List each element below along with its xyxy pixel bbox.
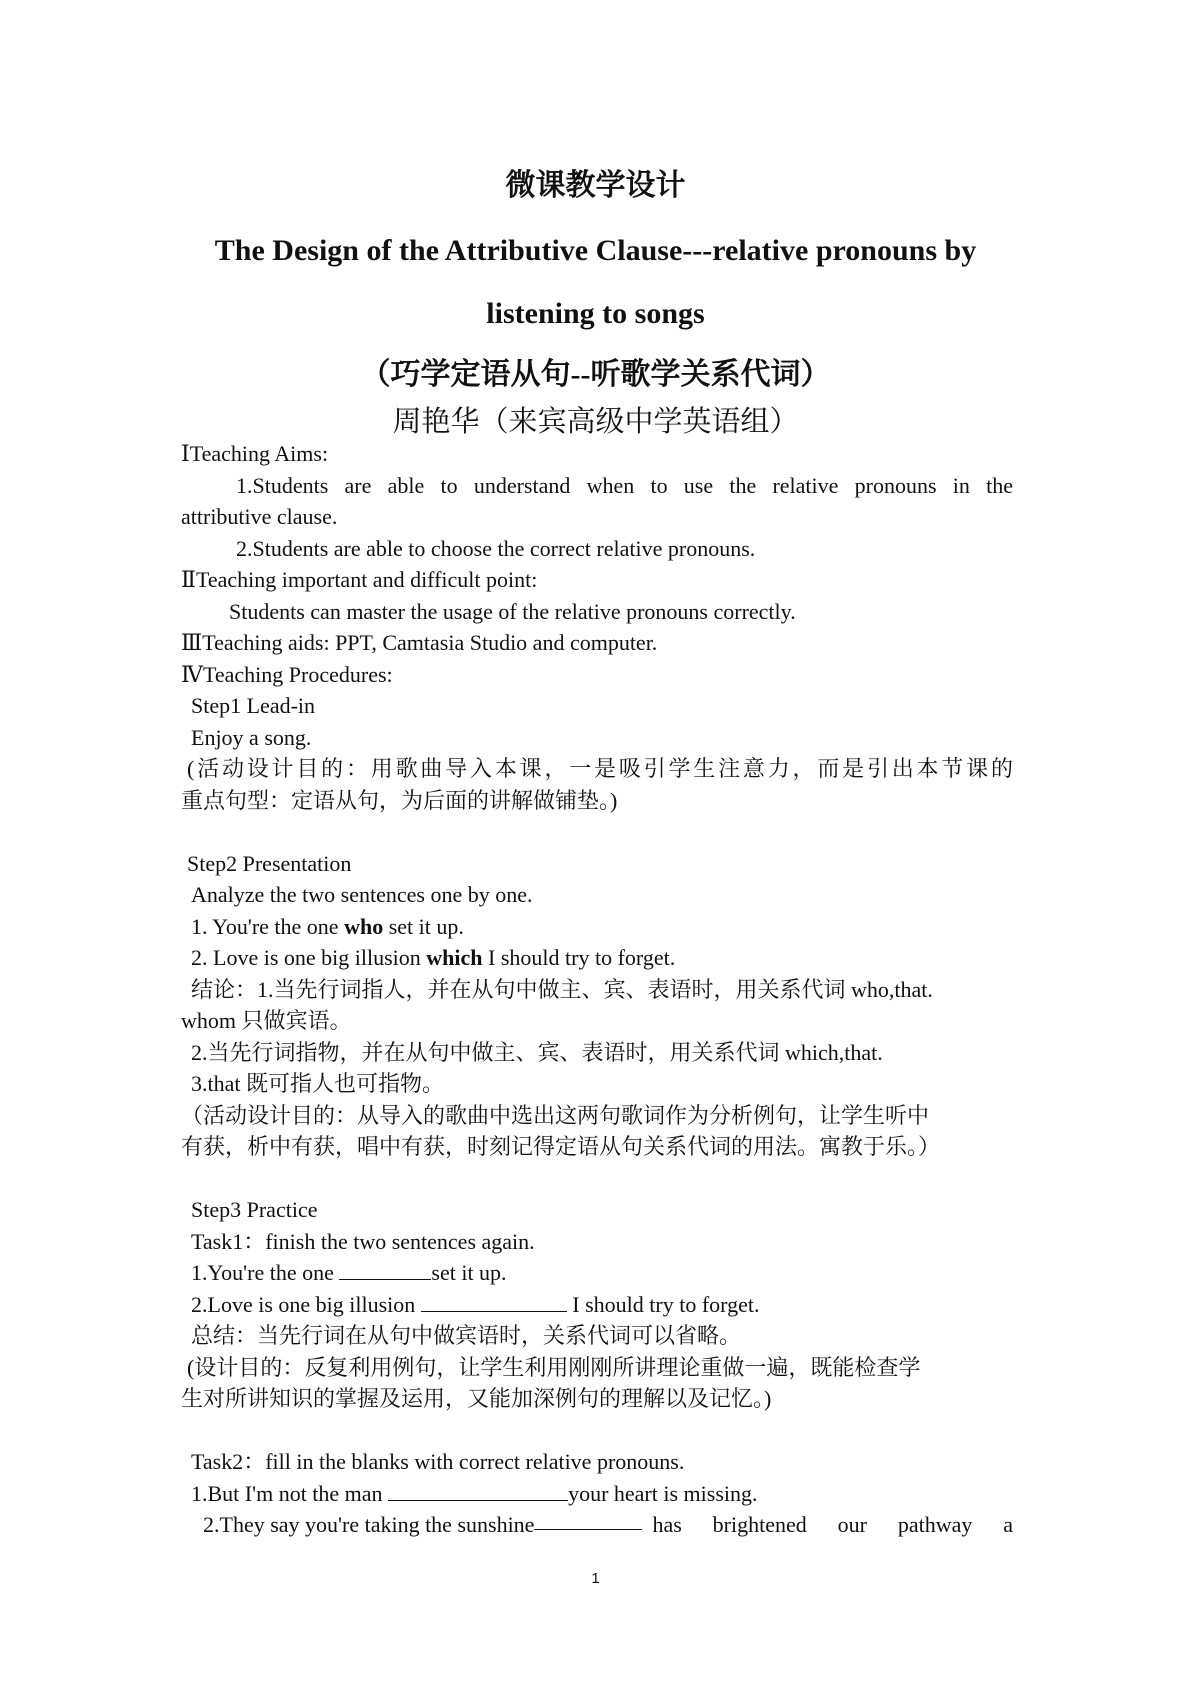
conclusion1-line1: 结论：1.当先行词指人，并在从句中做主、宾、表语时，用关系代词 who,that. bbox=[191, 976, 933, 1002]
aims-item2: 2.Students are able to choose the correct relative pronouns. bbox=[236, 535, 756, 561]
aims-item1-line1 bbox=[181, 470, 1013, 502]
aims-heading: ⅠTeaching Aims: bbox=[181, 441, 329, 466]
conclusion3: 3.that 既可指人也可指物。 bbox=[191, 1071, 444, 1096]
step2-text: Analyze the two sentences one by one. bbox=[191, 882, 533, 907]
step3-note-line1: (设计目的：反复利用例句，让学生利用刚刚所讲理论重做一遍，既能检查学 bbox=[187, 1354, 921, 1380]
document-body bbox=[181, 438, 1013, 1541]
sentence-text: 2.Love is one big illusion bbox=[191, 1291, 421, 1317]
sentence-text: 1. You're the one bbox=[191, 913, 345, 939]
answer-blank[interactable] bbox=[339, 1259, 431, 1280]
title-english-line2: listening to songs bbox=[486, 297, 705, 330]
aids-text: ⅢTeaching aids: PPT, Camtasia Studio and computer. bbox=[181, 630, 658, 655]
page-number: 1 bbox=[591, 1570, 600, 1587]
spacer bbox=[181, 1415, 1013, 1447]
step1-note-text: (活动设计目的：用歌曲导入本课，一是吸引学生注意力，而是引出本节课的 bbox=[187, 756, 1013, 781]
step3-title: Step3 Practice bbox=[191, 1197, 318, 1222]
task1-sentence1 bbox=[181, 1257, 1013, 1289]
aims-item1-line2: attributive clause. bbox=[181, 504, 338, 529]
points-heading: ⅡTeaching important and difficult point: bbox=[181, 567, 538, 592]
sentence-text: 2. Love is one big illusion bbox=[191, 945, 427, 970]
step2-sentence2 bbox=[181, 942, 1013, 974]
subtitle-chinese: （巧学定语从句--听歌学关系代词） bbox=[360, 358, 831, 391]
task1-sentence2 bbox=[181, 1289, 1013, 1321]
spacer bbox=[181, 1163, 1013, 1195]
task1-summary: 总结：当先行词在从句中做宾语时，关系代词可以省略。 bbox=[191, 1323, 742, 1348]
sentence-text: your heart is missing. bbox=[568, 1480, 758, 1506]
title-chinese: 微课教学设计 bbox=[505, 169, 686, 202]
sentence-text: I should try to forget. bbox=[482, 945, 676, 970]
sentence-text-group bbox=[203, 1509, 1013, 1541]
relative-pronoun: who bbox=[344, 913, 384, 939]
step3-note-line2: 生对所讲知识的掌握及运用，又能加深例句的理解以及记忆。) bbox=[181, 1386, 772, 1411]
answer-blank[interactable] bbox=[534, 1509, 642, 1530]
step2-note-line2: 有获，析中有获，唱中有获，时刻记得定语从句关系代词的用法。寓教于乐。） bbox=[181, 1134, 941, 1159]
task2-sentence1 bbox=[181, 1478, 1013, 1510]
answer-blank[interactable] bbox=[421, 1291, 567, 1312]
task1-heading: Task1：finish the two sentences again. bbox=[191, 1228, 535, 1254]
sentence-text: 1.But I'm not the man bbox=[191, 1480, 389, 1506]
step1-note-line2: 重点句型：定语从句，为后面的讲解做铺垫。) bbox=[181, 787, 618, 813]
step1-title: Step1 Lead-in bbox=[191, 693, 316, 718]
sentence-text: 1.You're the one bbox=[191, 1260, 340, 1285]
sentence-text: I should try to forget. bbox=[566, 1291, 760, 1317]
step2-sentence1 bbox=[181, 911, 1013, 943]
step2-title: Step2 Presentation bbox=[187, 850, 352, 876]
sentence-text: set it up. bbox=[383, 913, 464, 939]
points-text: Students can master the usage of the relative pronouns correctly. bbox=[229, 598, 796, 624]
sentence-text: set it up. bbox=[431, 1260, 507, 1285]
task2-sentence2 bbox=[181, 1509, 1013, 1541]
relative-pronoun: which bbox=[426, 945, 483, 970]
aims-item1-text: 1.Students are able to understand when to use the relative pronouns in the bbox=[236, 472, 1013, 498]
procedures-heading: ⅣTeaching Procedures: bbox=[181, 661, 393, 687]
sentence-text: 2.They say you're taking the sunshine bbox=[203, 1512, 535, 1537]
step1-text: Enjoy a song. bbox=[191, 724, 312, 750]
task2-heading: Task2：fill in the blanks with correct relative pronouns. bbox=[191, 1449, 685, 1474]
spacer bbox=[181, 816, 1013, 848]
conclusion1-line2: whom 只做宾语。 bbox=[181, 1008, 352, 1033]
step1-note-line1 bbox=[181, 753, 1013, 785]
answer-blank[interactable] bbox=[388, 1480, 568, 1501]
step2-note-line1: （活动设计目的：从导入的歌曲中选出这两句歌词作为分析例句，让学生听中 bbox=[181, 1102, 930, 1128]
title-english-line1: The Design of the Attributive Clause---relative pronouns by bbox=[214, 234, 977, 267]
conclusion2: 2.当先行词指物，并在从句中做主、宾、表语时，用关系代词 which,that. bbox=[191, 1039, 883, 1065]
author-line: 周艳华（来宾高级中学英语组） bbox=[392, 406, 799, 438]
sentence-text: has brightened our pathway a bbox=[652, 1512, 1013, 1537]
